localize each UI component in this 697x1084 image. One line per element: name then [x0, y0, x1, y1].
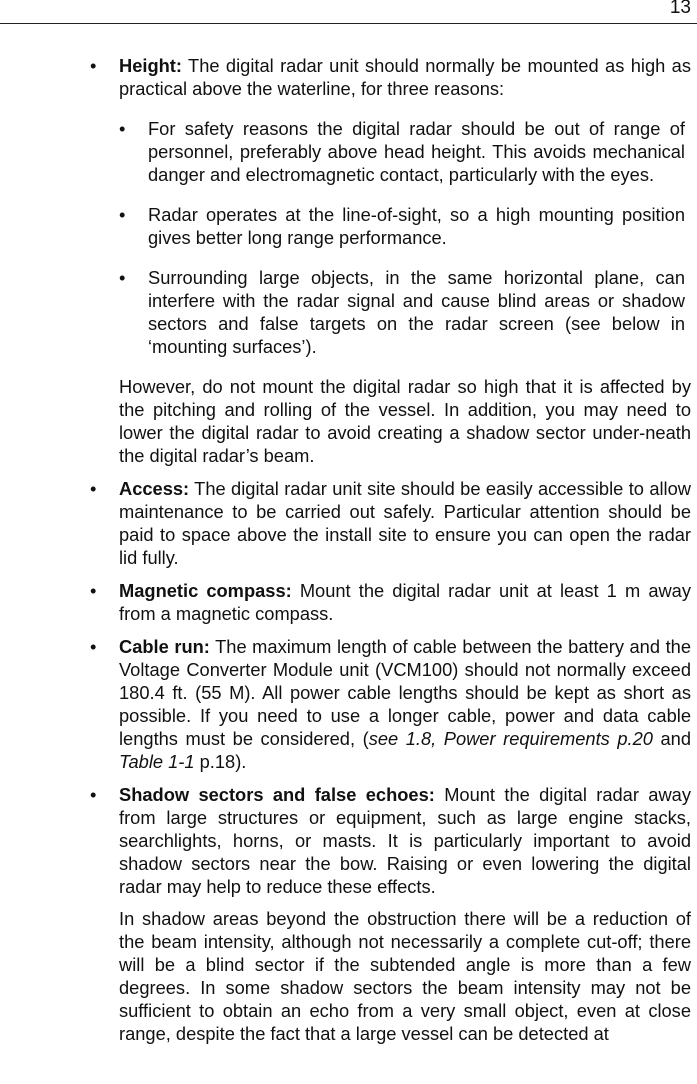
bullet: • [90, 636, 97, 657]
list-item-compass [0, 579, 697, 625]
item-label: Cable run: [119, 636, 210, 657]
item-text: The digital radar unit site should be easily accessible to allow maintenance to be carried out safely. Particular attention should be paid to space above the install site to ensure you can open the radar lid fully. [119, 478, 691, 568]
list-item-height [0, 54, 697, 467]
list-item-cable-run: • Cable run: The maximum length of cable between the battery and the Voltage Converter Module unit (VCM100) should not normally exceed 180.4 ft. (55 M). All power cable lengths should be kept as short as possible. If you need to use a longer cable, power and data cable lengths must be considered, (see 1.8, Power requirements p.20 and Table 1-1 p.18). [90, 636, 691, 772]
item-label: Height: [119, 55, 182, 76]
item-label: Shadow sectors and false echoes: [119, 784, 435, 805]
item-label: Magnetic compass: [119, 580, 292, 601]
item-text: Mount the digital radar away from large structures or equipment, such as large engine stacks, searchlights, horns, or masts. It is particularly important to avoid shadow sectors near the bow. Raising or even lowering the digital radar may help to reduce these effects. [119, 784, 691, 897]
bullet: • [90, 784, 97, 805]
page-body [0, 54, 697, 1055]
sub-item-text: Surrounding large objects, in the same horizontal plane, can interfere with the radar signal and cause blind areas or shadow sectors and false targets on the radar screen (see below in ‘mounting surfaces’). [148, 267, 685, 357]
cross-reference-link[interactable]: see 1.8, Power requirements p.20 [368, 728, 653, 749]
item-label: Access: [119, 478, 190, 499]
list-item-shadow-sectors [0, 783, 697, 1045]
bullet: • [90, 55, 97, 76]
sub-item-text: For safety reasons the digital radar should be out of range of personnel, preferably above head height. This avoids mechanical danger and electromagnetic contact, particularly with the eyes. [148, 118, 685, 185]
item-text: The maximum length of cable between the battery and the Voltage Converter Module unit (VCM100) should not normally exceed 180.4 ft. (55 M). All power cable lengths should be kept as short as possible. If you need to use a longer cable, power and data cable lengths must be considered, ( [119, 636, 691, 749]
item-text: Mount the digital radar unit at least 1 m away from a magnetic compass. [119, 580, 691, 624]
sub-item-text: Radar operates at the line-of-sight, so a high mounting position gives better long range performance. [148, 204, 685, 248]
bullet: • [90, 478, 97, 499]
sub-list-item: • For safety reasons the digital radar should be out of range of personnel, preferably above head height. This avoids mechanical danger and electromagnetic contact, particularly with the eyes. [119, 118, 685, 185]
sub-list-item: • Surrounding large objects, in the same horizontal plane, can interfere with the radar signal and cause blind areas or shadow sectors and false targets on the radar screen (see below in ‘mounting surfaces’). [119, 267, 685, 357]
sub-list-item: • Radar operates at the line-of-sight, so a high mounting position gives better long range performance. [119, 204, 685, 248]
page-number: 13 [669, 0, 691, 18]
header-rule [0, 23, 697, 24]
bullet: • [90, 580, 97, 601]
list-item-access [0, 477, 697, 569]
item-text: The digital radar unit should normally be mounted as high as practical above the waterline, for three reasons: [119, 55, 691, 99]
paragraph: However, do not mount the digital radar so high that it is affected by the pitching and rolling of the vessel. In addition, you may need to lower the digital radar to avoid creating a shadow sector under-neath the digital radar’s beam. [119, 376, 691, 466]
table-reference-link[interactable]: Table 1-1 [119, 751, 195, 772]
paragraph: In shadow areas beyond the obstruction there will be a reduction of the beam intensity, although not necessarily a complete cut-off; there will be a blind sector if the subtended angle is more than a few degrees. In some shadow sectors the beam intensity may not be sufficient to obtain an echo from a very small object, even at close range, despite the fact that a large vessel can be detected at [119, 908, 691, 1044]
